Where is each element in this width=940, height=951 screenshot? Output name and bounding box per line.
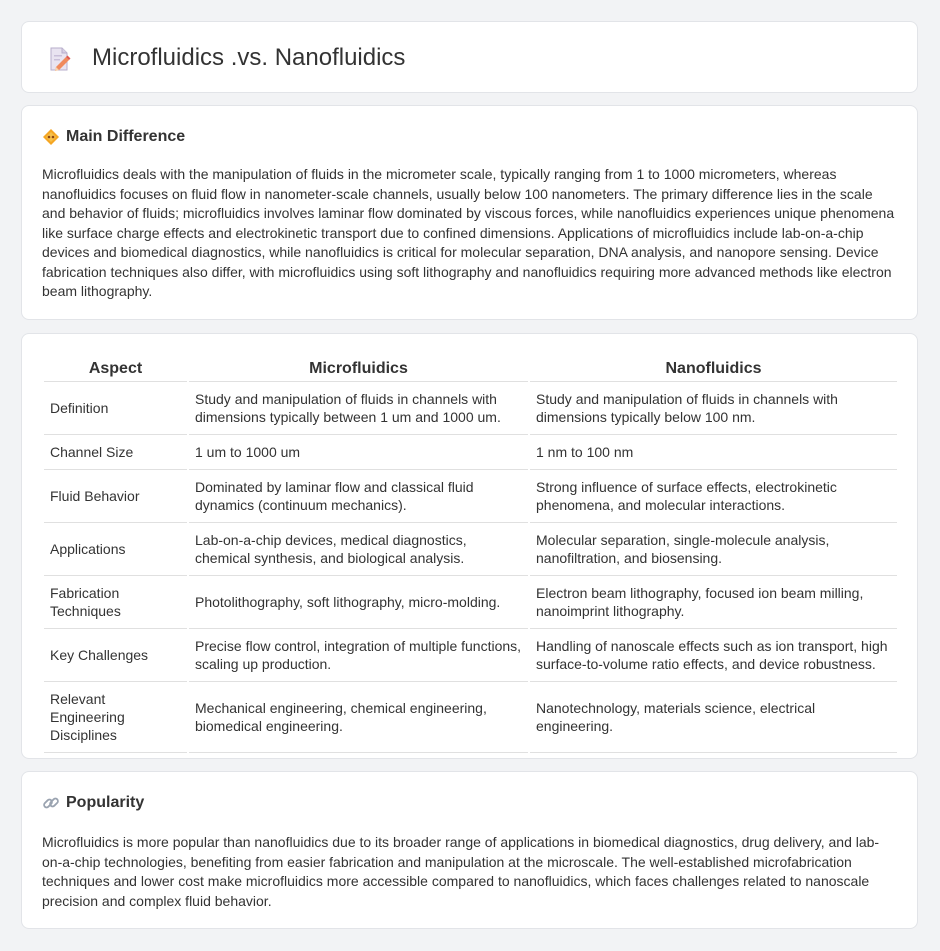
page-title: Microfluidics .vs. Nanofluidics xyxy=(92,44,406,71)
microfluidics-cell: Photolithography, soft lithography, micro-molding. xyxy=(189,576,528,629)
microfluidics-cell: 1 um to 1000 um xyxy=(189,435,528,470)
table-row xyxy=(44,576,897,629)
header-microfluidics: Microfluidics xyxy=(189,354,528,382)
header-aspect: Aspect xyxy=(44,354,187,382)
diamond-icon xyxy=(42,128,60,146)
header-nanofluidics: Nanofluidics xyxy=(530,354,897,382)
popularity-heading: Popularity xyxy=(66,794,145,811)
nanofluidics-cell: Electron beam lithography, focused ion beam milling, nanoimprint lithography. xyxy=(530,576,897,629)
microfluidics-cell: Lab-on-a-chip devices, medical diagnostics, chemical synthesis, and biological analysis. xyxy=(189,523,528,576)
table-row xyxy=(44,629,897,682)
link-icon xyxy=(42,794,60,812)
microfluidics-cell: Dominated by laminar flow and classical fluid dynamics (continuum mechanics). xyxy=(189,470,528,523)
popularity-text: Microfluidics is more popular than nanofluidics due to its broader range of applications in biomedical diagnostics, drug delivery, and lab-on-a-chip technologies, benefiting from easier fabrication and manipulation at the microscale. The well-established microfabrication techniques and lower cost make microfluidics more accessible compared to nanofluidics, which faces challenges related to nanoscale precision and complex fluid behavior. xyxy=(42,834,880,909)
main-difference-section xyxy=(21,105,918,320)
aspect-cell: Key Challenges xyxy=(44,629,187,682)
main-difference-text: Microfluidics deals with the manipulation of fluids in the micrometer scale, typically ranging from 1 to 1000 micrometers, whereas nanofluidics focuses on fluid flow in nanometer-scale channels, usually below 100 nanometers. The primary difference lies in the scale and behavior of fluids; microfluidics involves laminar flow dominated by viscous forces, while nanofluidics experiences unique phenomena like surface charge effects and electrokinetic transport due to confined dimensions. Applications of microfluidics include lab-on-a-chip devices and biomedical diagnostics, while nanofluidics is critical for molecular separation, DNA analysis, and nanopore sensing. Device fabrication techniques also differ, with microfluidics using soft lithography and nanofluidics requiring more advanced methods like electron beam lithography. xyxy=(42,166,895,299)
main-difference-heading: Main Difference xyxy=(66,128,186,145)
microfluidics-cell: Precise flow control, integration of multiple functions, scaling up production. xyxy=(189,629,528,682)
table-row xyxy=(44,523,897,576)
table-row xyxy=(44,470,897,523)
nanofluidics-cell: Strong influence of surface effects, electrokinetic phenomena, and molecular interactions. xyxy=(530,470,897,523)
table-row xyxy=(44,435,897,470)
comparison-table-card xyxy=(21,333,918,759)
comparison-table xyxy=(42,354,899,753)
microfluidics-cell: Mechanical engineering, chemical engineering, biomedical engineering. xyxy=(189,682,528,753)
header-card xyxy=(21,21,918,93)
nanofluidics-cell: Study and manipulation of fluids in channels with dimensions typically below 100 nm. xyxy=(530,382,897,435)
aspect-cell: Channel Size xyxy=(44,435,187,470)
table-row xyxy=(44,682,897,753)
nanofluidics-cell: Nanotechnology, materials science, electrical engineering. xyxy=(530,682,897,753)
aspect-cell: Relevant Engineering Disciplines xyxy=(44,682,187,753)
microfluidics-cell: Study and manipulation of fluids in channels with dimensions typically between 1 um and 1000 um. xyxy=(189,382,528,435)
nanofluidics-cell: Handling of nanoscale effects such as ion transport, high surface-to-volume ratio effects, and device robustness. xyxy=(530,629,897,682)
nanofluidics-cell: 1 nm to 100 nm xyxy=(530,435,897,470)
aspect-cell: Fluid Behavior xyxy=(44,470,187,523)
aspect-cell: Applications xyxy=(44,523,187,576)
table-header-row xyxy=(44,354,897,382)
nanofluidics-cell: Molecular separation, single-molecule analysis, nanofiltration, and biosensing. xyxy=(530,523,897,576)
document-edit-icon xyxy=(48,46,72,72)
popularity-section xyxy=(21,771,918,929)
table-row xyxy=(44,382,897,435)
aspect-cell: Fabrication Techniques xyxy=(44,576,187,629)
aspect-cell: Definition xyxy=(44,382,187,435)
